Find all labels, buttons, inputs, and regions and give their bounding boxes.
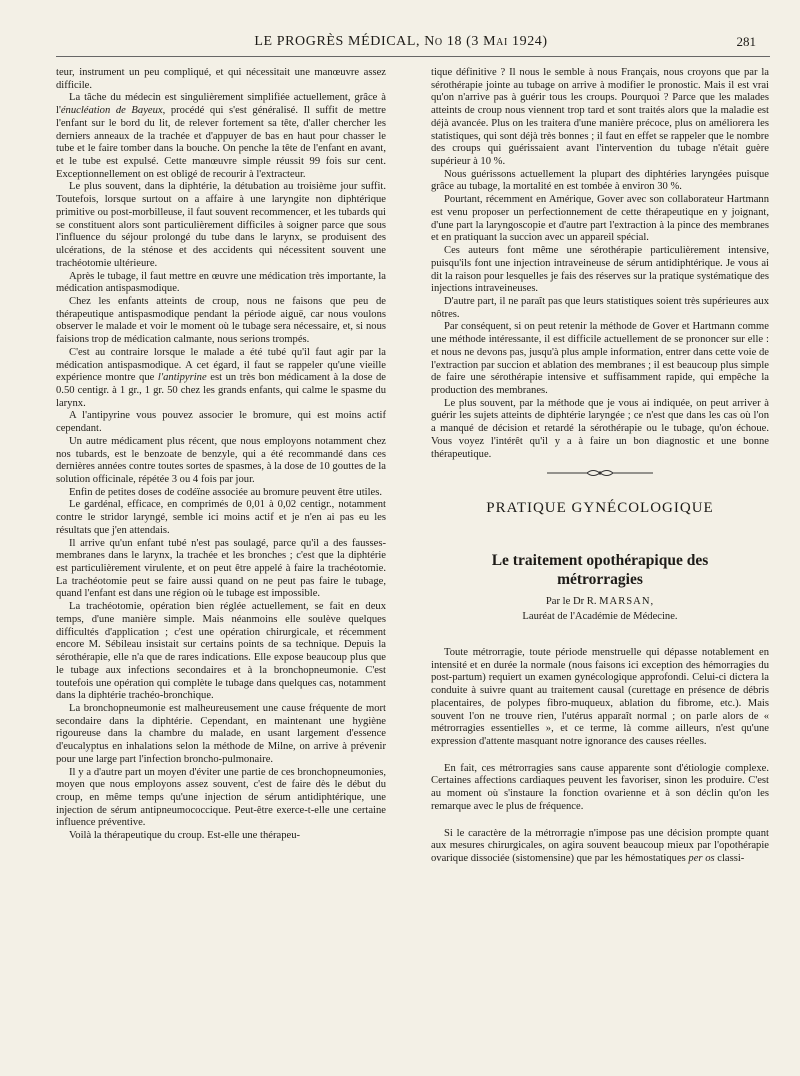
paragraph: tique définitive ? Il nous le semble à nous Français, nous croyons que par la sérothérapie jointe au tubage on arrive à modifier le pronostic. Mais il est vrai qu'on n'arrive pas à guérir tous les croups. Pourquoi ? Parce que les malades atteints de croup nous viennent trop tard et sont traités alors que la maladie est déjà avancée. Plus on les traitera d'une manière précoce, plus on améliorera les statistiques, qui sont déjà très bonnes ; il faut en effet se rappeler que le nombre des croups qui guérissaient avant l'intervention du tubage n'était guère supérieur à 10 %. <box>431 67 769 168</box>
paragraph: Toute métrorragie, toute période menstruelle qui dépasse notablement en intensité et en durée la normale (nous faisons ici exception des hémorragies du post-partum) requiert un examen gynécologique approfondi. Celui-ci dictera la conduite à suivre quant au traitement causal (curettage en présence de débris placentaires, de polypes fibro-muqueux, ablation du fibrome, etc.). Mais souvent l'on ne trouve rien, l'utérus apparaît normal ; on parle alors de « métrorragies essentielles », et ce terme, là comme ailleurs, n'est qu'une expression d'attente masquant notre ignorance des causes réelles. <box>431 647 769 748</box>
ornament-divider-icon <box>545 468 655 478</box>
byline <box>431 595 769 608</box>
paragraph: Nous guérissons actuellement la plupart des diphtéries laryngées puisque grâce au tubage, la mortalité en est tombée à environ 30 %. <box>431 168 769 193</box>
paragraph: Voilà la thérapeutique du croup. Est-elle une thérapeu- <box>69 830 301 842</box>
text-run: C'est au contraire lorsque le malade a été tubé qu'il faut agir par la médication antispasmodique. A cet égard, il faut se rappeler qu'une vieille expérience montre que <box>56 346 386 384</box>
italic-text: énucléation de Bayeux <box>60 105 163 117</box>
paragraph: Un autre médicament plus récent, que nous employons notamment chez nos tubards, est le benzoate de benzyle, qui a été recommandé dans ces dernières années contre toutes sortes de spasmes, à la dose de 10 gouttes de la solution officinale, répétée 3 ou 4 fois par jour. <box>56 435 386 485</box>
paragraph: Le plus souvent, dans la diphtérie, la détubation au troisième jour suffit. Toutefois, lorsque surtout on a affaire à une laryngite non diphtérique primitive ou post-morbilleuse, il faut souvent recommencer, et les tubards qui se constituent alors sont particulièrement difficiles à soigner parce que sous l'influence du séjour prolongé du tube dans le larynx, se produisent des ulcérations, de la sténose et des accidents qui nécessitent souvent une trachéotomie ultérieure. <box>56 181 386 269</box>
text-run: est un très bon médicament à la dose de 0.50 centigr. à 1 gr., 1 gr. 50 chez les grands enfants, qui calme le spasme du larynx. <box>56 372 386 409</box>
paragraph: Pourtant, récemment en Amérique, Gover avec son collaborateur Hartmann est venu proposer un perfectionnement de cette thérapeutique en y joignant, d'une part la laryngoscopie et d'autre part l'extraction à la pince des membranes et en pratiquant la succion avec un appareil spécial. <box>431 194 769 244</box>
italic-text: per os <box>688 853 715 865</box>
right-column <box>431 67 769 866</box>
section-heading: PRATIQUE GYNÉCOLOGIQUE <box>486 500 714 517</box>
paragraph: La bronchopneumonie est malheureusement une cause fréquente de mort secondaire dans la diphtérie. Cependant, en maintenant une hygiène rigoureuse dans la chambre du malade, en usant largement d'essence d'eucalyptus en inhalations selon la méthode de Milne, on arrive à prévenir pour une large part l'infection broncho-pulmonaire. <box>56 702 386 765</box>
paragraph: En fait, ces métrorragies sans cause apparente sont d'étiologie complexe. Certaines affections cardiaques peuvent les favoriser, sinon les produire. C'est au moment où s'instaure la fonction ovarienne et à son déclin qu'on les remarque avec le plus de fréquence. <box>431 762 769 812</box>
journal-title: LE PROGRÈS MÉDICAL, No 18 (3 Mai 1924) <box>254 34 548 49</box>
paragraph: Il y a d'autre part un moyen d'éviter une partie de ces bronchopneumonies, moyen que nous employons assez souvent, c'est de faire dès le début du croup, en même temps qu'une injection de sérum antidiphtérique, une injection de sérum antipneumococcique. Peut-être exerce-t-elle une certaine influence préventive. <box>56 766 386 829</box>
paragraph: Le plus souvent, par la méthode que je vous ai indiquée, on peut arriver à guérir les sujets atteints de diphtérie laryngée ; ce n'est que dans les cas où l'on a manqué de décision et retardé la sérothérapie ou le tubage, qu'on échoue. Vous voyez l'intérêt qu'il y a à faire un bon diagnostic et une bonne thérapeutique. <box>431 397 769 460</box>
paragraph <box>431 828 769 866</box>
left-column <box>56 67 386 843</box>
paragraph: Ces auteurs font même une sérothérapie particulièrement intensive, puisqu'ils font une injection intraveineuse de sérum antidiphtérique. Je vous ai dit la raison pour lesquelles je fais des réserves sur la pratique systématique des injections intraveineuses. <box>431 245 769 295</box>
header-rule <box>56 56 770 57</box>
paragraph <box>56 347 386 411</box>
paragraph: Chez les enfants atteints de croup, nous ne faisons que peu de thérapeutique antispasmodique pendant la période aiguë, car nous voulons observer le malade et voir le moment où le tubage sera nécessaire, et, si nous faisions trop de médication calmante, nous serions trompés. <box>56 295 386 346</box>
right-column-text <box>431 67 769 461</box>
page-number: 281 <box>736 34 756 49</box>
author-name: MARSAN, <box>599 596 655 607</box>
italic-text: l'antipyrine <box>157 372 207 384</box>
paragraph: Après le tubage, il faut mettre en œuvre une médication très importante, la médication antispasmodique. <box>56 270 386 295</box>
article-title-line-2: métrorragies <box>557 571 643 588</box>
paragraph: teur, instrument un peu compliqué, et qui nécessitait une manœuvre assez difficile. <box>56 67 386 91</box>
text-run: , procédé qui s'est généralisé. Il suffit de mettre l'enfant sur le bord du lit, de relever fortement sa tête, d'aller chercher les derniers anneaux de la trachée et d'appuyer de bas en haut pour chasser le tube et le faire tomber dans la bouche. On penche la tête de l'enfant en avant, et le tube est expulsé. Cette manœuvre simple réussit 99 fois sur cent. Exceptionnellement on est obligé de recourir à l'extracteur. <box>56 105 387 180</box>
paragraph: A l'antipyrine vous pouvez associer le bromure, qui est moins actif cependant. <box>56 410 386 435</box>
paragraph: La trachéotomie, opération bien réglée actuellement, se fait en deux temps, d'une manière simple. Mais néanmoins elle soulève quelques difficultés d'application ; c'est une opération chirurgicale, et récemment encore M. Sébileau insistait sur certains points de sa technique. Depuis la sérothérapie, elle n'a que de rares indications. Elle expose beaucoup plus que le tubage aux infections secondaires et à la bronchopneumonie. C'est toutefois une opération qui complète le tubage dans quelques cas, notamment dans la diphtérie trachéo-bronchique. <box>56 601 386 702</box>
author-affiliation: Lauréat de l'Académie de Médecine. <box>522 611 678 622</box>
article-title-line-1: Le traitement opothérapique des <box>491 552 709 569</box>
running-head <box>42 34 760 54</box>
paragraph: Par conséquent, si on peut retenir la méthode de Gover et Hartmann comme une méthode intéressante, il est difficile actuellement de se prononcer sur elle : et nous ne devons pas, jusqu'à plus ample information, entrer dans cette voie de l'extraction par succion et ablation des membranes ; il est beaucoup plus simple de faire une sérothérapie intensive et suffisamment rapide, qui empêche la production des membranes. <box>431 321 769 396</box>
article-body <box>431 647 769 866</box>
text-run: classi- <box>714 853 745 865</box>
paragraph: D'autre part, il ne paraît pas que leurs statistiques soient très supérieures aux nôtres. <box>431 295 769 320</box>
text-run: La tâche du médecin est singulièrement simplifiée actuellement, grâce à l' <box>56 92 386 117</box>
article-title <box>431 551 769 589</box>
paragraph <box>56 92 386 181</box>
paragraph: Le gardénal, efficace, en comprimés de 0,01 à 0,02 centigr., notamment contre le stridor laryngé, semble ici moins actif et je n'en ai pas eu les résultats que j'en attendais. <box>56 499 386 536</box>
byline-prefix: Par le Dr R. <box>545 596 597 607</box>
paragraph: Enfin de petites doses de codéïne associée au bromure peuvent être utiles. <box>69 486 382 498</box>
text-run: Si le caractère de la métrorragie n'impose pas une décision prompte quant aux mesures chirurgicales, on agira souvent beaucoup mieux par l'opothérapie ovarique dissociée (sistomensine) que par les hémostatiques <box>431 827 769 865</box>
paragraph: Il arrive qu'un enfant tubé n'est pas soulagé, parce qu'il a des fausses-membranes dans le larynx, la trachée et les bronches ; c'est que la diphtérie est particulièrement virulente, et on peut être appelé à faire la trachéotomie. La trachéotomie peut se faire aussi quand on ne peut pas faire le tubage, quand l'enfant est dans une région où le tubage est impossible. <box>56 537 386 600</box>
